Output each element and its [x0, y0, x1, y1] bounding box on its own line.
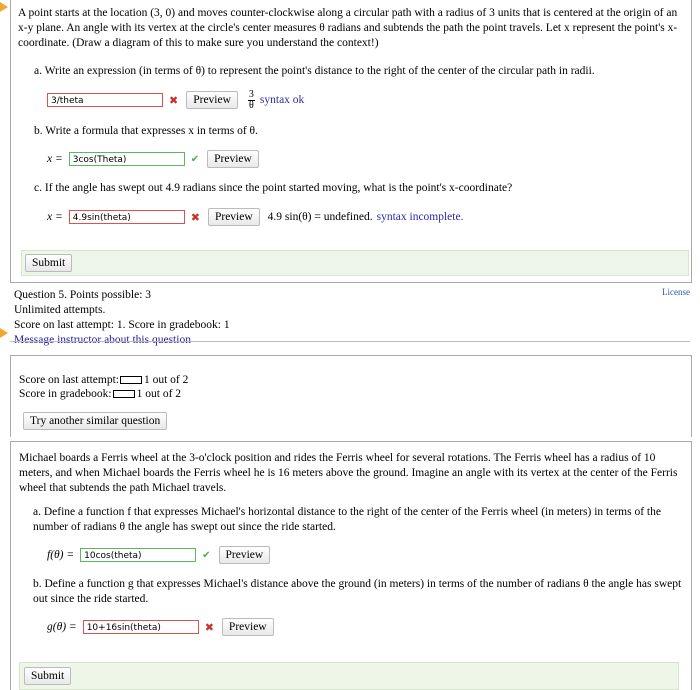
correct-icon: ✔: [190, 153, 200, 165]
score-meter: [120, 376, 142, 384]
problem-text: A point starts at the location (3, 0) and moves counter-clockwise along a circular path with a radius of 3 units that is centered at the origin of an x-y plane. An angle with its vertex at the circle's center measures θ radians and subtends the path the point travels. Let x represent the point's x-coordinate. (Draw a diagram of this to make sure you understand the context!): [18, 7, 678, 49]
part-a-answer-row: [47, 545, 270, 565]
part-c-answer-row: [47, 207, 463, 227]
part-c-input[interactable]: 4.9sin(theta): [69, 210, 185, 224]
syntax-status: syntax incomplete.: [376, 211, 464, 223]
question-panel: [10, 441, 692, 690]
submit-button[interactable]: Submit: [25, 254, 72, 272]
message-instructor-link[interactable]: Message instructor about this question: [14, 334, 191, 346]
part-b-prefix: x =: [47, 153, 63, 165]
part-b-preview-button[interactable]: Preview: [222, 618, 274, 636]
question-info: [14, 288, 230, 348]
score-meter: [113, 390, 135, 398]
incorrect-icon: ✖: [190, 210, 200, 224]
incorrect-icon: ✖: [204, 620, 214, 634]
preview-fraction: $\frac{3}{\theta}$: [248, 88, 254, 111]
question-marker-icon: [0, 2, 8, 12]
part-b-input[interactable]: 10+16sin(theta): [83, 620, 199, 634]
part-a-input[interactable]: 10cos(theta): [80, 548, 196, 562]
part-a: [34, 64, 595, 79]
part-c-prefix: x =: [47, 211, 63, 223]
part-c-preview-button[interactable]: Preview: [208, 208, 260, 226]
part-b-answer-row: [47, 149, 259, 169]
submit-button[interactable]: Submit: [24, 667, 71, 685]
question-points: Question 5. Points possible: 3: [14, 289, 152, 301]
license-link[interactable]: License: [662, 287, 690, 297]
score-last-attempt: Score on last attempt: 1 out of 2: [19, 374, 189, 386]
part-b: b. Write a formula that expresses x in terms of θ.: [34, 125, 258, 137]
divider: [10, 341, 690, 342]
question-marker-icon: [0, 328, 8, 338]
incorrect-icon: ✖: [169, 93, 179, 107]
problem-text: Michael boards a Ferris wheel at the 3-o'clock position and rides the Ferris wheel for several rotations. The Ferris wheel has a radius of 10 meters, and when Michael boards the Ferris wheel he is 16 meters above the ground. Imagine an angle with its vertex at the center of the Ferris wheel that subtends the path Michael travels.: [19, 452, 678, 494]
score-panel: [10, 355, 692, 437]
part-a-answer-row: [47, 90, 304, 110]
part-b-input[interactable]: 3cos(Theta): [69, 152, 185, 166]
part-a-prefix: f(θ) =: [47, 549, 75, 561]
part-a-input[interactable]: 3/theta: [47, 93, 163, 107]
part-a-text: Write an expression (in terms of θ) to represent the point's distance to the right of the center of the circular path in radii.: [44, 65, 595, 77]
submit-bar: [21, 250, 689, 276]
part-b: b. Define a function g that expresses Michael's distance above the ground (in meters) in terms of the number of radians θ the angle has swept out since the ride started.: [33, 578, 682, 605]
score-info: Score on last attempt: 1. Score in gradebook: 1: [14, 319, 230, 331]
attempts-info: Unlimited attempts.: [14, 304, 106, 316]
preview-result: 4.9 sin(θ) = undefined.: [267, 211, 373, 223]
part-a-label: a.: [34, 65, 42, 77]
syntax-status: syntax ok: [259, 94, 305, 106]
part-b-prefix: g(θ) =: [47, 621, 77, 633]
score-gradebook: Score in gradebook: 1 out of 2: [19, 388, 182, 400]
part-b-preview-button[interactable]: Preview: [207, 150, 259, 168]
correct-icon: ✔: [202, 549, 211, 561]
part-b-answer-row: [47, 617, 274, 637]
part-a: a. Define a function f that expresses Michael's horizontal distance to the right of the center of the Ferris wheel (in meters) in terms of the number of radians θ the angle has swept out since the ride started.: [33, 506, 661, 533]
submit-bar: [19, 662, 679, 690]
part-a-preview-button[interactable]: Preview: [219, 546, 271, 564]
try-another-button[interactable]: Try another similar question: [23, 412, 167, 430]
part-c: c. If the angle has swept out 4.9 radians since the point started moving, what is the point's x-coordinate?: [34, 182, 513, 194]
part-a-preview-button[interactable]: Preview: [186, 91, 238, 109]
